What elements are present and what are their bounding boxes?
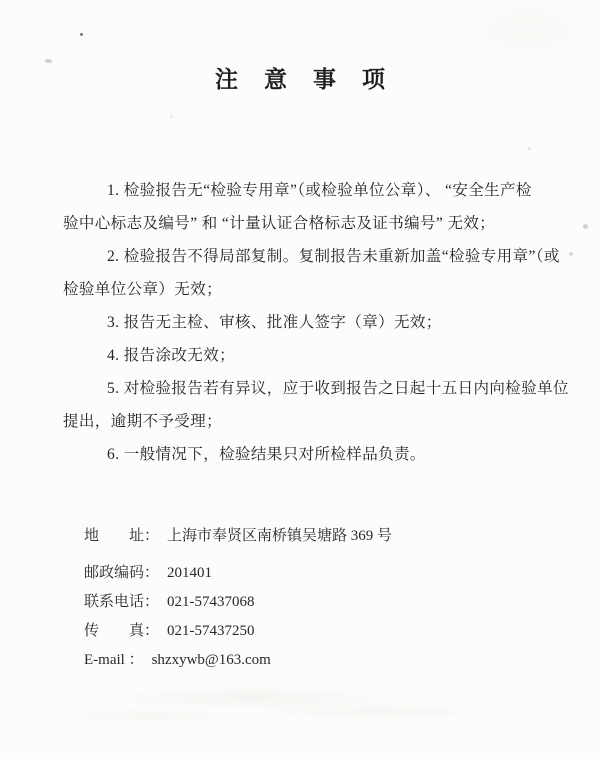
email-value: shzxywb@163.com bbox=[151, 652, 271, 668]
note-item-4: 4. 报告涂改无效； bbox=[107, 347, 236, 364]
postcode-value: 201401 bbox=[167, 565, 213, 581]
scan-speck bbox=[569, 252, 573, 256]
note-item-1-line-2: 验中心标志及编号” 和 “计量认证合格标志及证书编号” 无效； bbox=[63, 215, 496, 232]
contact-row-fax bbox=[84, 621, 392, 641]
note-item-3: 3. 报告无主检、审核、批准人签字（章）无效； bbox=[107, 314, 442, 331]
scan-speck bbox=[45, 59, 52, 63]
contact-row-postcode bbox=[84, 563, 392, 583]
note-item-2-line-2: 检验单位公章）无效； bbox=[63, 281, 223, 298]
address-label: 地 址： bbox=[84, 528, 160, 544]
fax-value: 021-57437250 bbox=[167, 623, 255, 639]
note-item-5-line-2: 提出，逾期不予受理； bbox=[63, 413, 223, 430]
note-item-1-line-1: 1. 检验报告无“检验专用章”（或检验单位公章）、 “安全生产检 bbox=[107, 182, 532, 199]
contact-row-address bbox=[84, 526, 392, 546]
email-label: E-mail ： bbox=[84, 652, 144, 668]
address-value: 上海市奉贤区南桥镇吴塘路 369 号 bbox=[167, 528, 393, 544]
page-title: 注意事项 bbox=[215, 66, 411, 92]
notes-section bbox=[63, 174, 570, 471]
scan-speck bbox=[583, 224, 588, 229]
contact-row-phone bbox=[84, 592, 392, 612]
scan-speck bbox=[528, 147, 531, 150]
phone-label: 联系电话： bbox=[84, 594, 160, 610]
note-item-2-line-1: 2. 检验报告不得局部复制。复制报告未重新加盖“检验专用章”（或 bbox=[107, 248, 560, 265]
note-item-6: 6. 一般情况下，检验结果只对所检样品负责。 bbox=[107, 446, 426, 463]
phone-value: 021-57437068 bbox=[167, 594, 255, 610]
contact-section bbox=[84, 526, 392, 679]
fax-label: 传 真： bbox=[84, 623, 160, 639]
postcode-label: 邮政编码： bbox=[84, 565, 160, 581]
contact-row-email bbox=[84, 650, 392, 670]
scan-speck bbox=[80, 33, 83, 36]
note-item-5-line-1: 5. 对检验报告若有异议，应于收到报告之日起十五日内向检验单位 bbox=[107, 380, 569, 397]
scan-speck bbox=[170, 115, 173, 118]
